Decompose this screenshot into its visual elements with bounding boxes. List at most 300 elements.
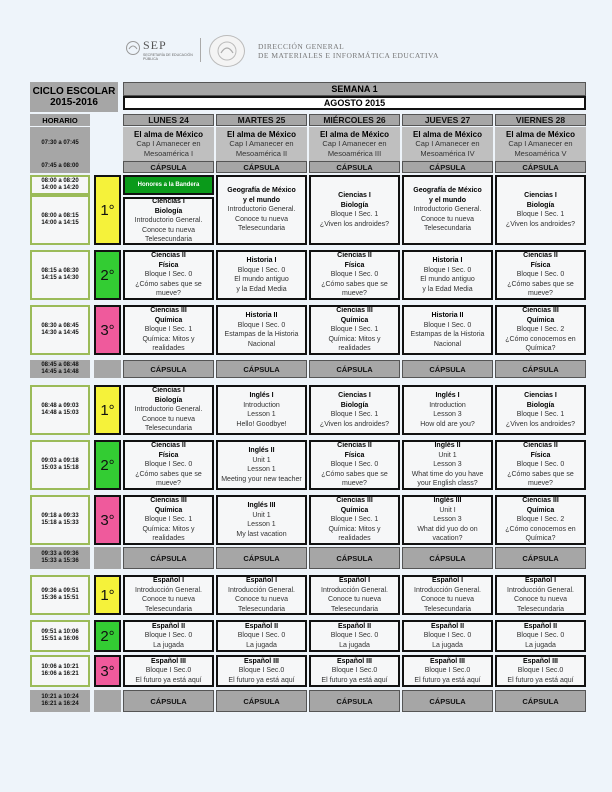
ciclo-escolar <box>30 82 118 112</box>
sep-logo-subtitle: SECRETARÍA DE EDUCACIÓN PÚBLICA <box>143 53 193 61</box>
alma-cell-4 <box>495 127 586 161</box>
class-line: La jugada <box>246 641 277 649</box>
time-0745 <box>30 161 90 173</box>
class-line: Unit 1 <box>252 511 271 519</box>
alma-title: El alma de México <box>134 129 203 139</box>
time-row-0 <box>30 195 90 245</box>
class-line: Unit I <box>439 506 456 514</box>
time-row-5-line0: 09:18 a 09:33 <box>41 512 79 519</box>
capsula-text: CÁPSULA <box>522 696 559 706</box>
class-cell[interactable] <box>495 655 586 687</box>
ciclo-line1: CICLO ESCOLAR <box>32 86 116 97</box>
class-line: ¿Viven los androides? <box>319 220 390 228</box>
class-cell[interactable] <box>495 305 586 355</box>
class-line: Conoce tu nueva <box>328 596 381 603</box>
class-cell[interactable] <box>123 620 214 652</box>
class-line: Química? <box>525 535 556 543</box>
org-line1: DIRECCIÓN GENERAL <box>258 42 345 51</box>
class-line: El mundo antiguo <box>234 276 289 283</box>
honores-cell <box>123 175 214 195</box>
class-cell[interactable] <box>402 495 493 545</box>
class-cell[interactable] <box>216 250 307 300</box>
class-line: Química: Mitos y <box>142 335 195 343</box>
class-line: y la Edad Media <box>422 285 473 293</box>
class-line: Lesson 1 <box>247 521 276 528</box>
time-break-2-line0: 10:21 a 10:24 <box>41 693 79 700</box>
class-line: Bloque I Sec. 0 <box>144 461 193 469</box>
capsula-cell <box>402 161 493 173</box>
class-cell[interactable] <box>495 620 586 652</box>
time-row-8-line0: 10:06 a 10:21 <box>41 663 79 670</box>
class-line: Historia I <box>246 257 277 264</box>
alma-line: Mesoamérica IV <box>420 148 475 158</box>
class-cell[interactable] <box>216 175 307 245</box>
class-line: Física <box>344 261 365 269</box>
time-row-8 <box>30 655 90 687</box>
capsula-cell <box>495 547 586 569</box>
class-line: ¿Cómo sabes que se <box>507 280 574 288</box>
capsula-text: CÁPSULA <box>150 696 187 706</box>
class-cell[interactable] <box>123 305 214 355</box>
capsula-text: CÁPSULA <box>522 162 559 172</box>
class-line: Telesecundaria <box>330 605 379 613</box>
class-line: Geografía de México <box>413 187 482 195</box>
horario-text: HORARIO <box>42 115 78 125</box>
class-line: Bloque I Sec. 1 <box>516 211 565 218</box>
class-line: Bloque I Sec. 1 <box>330 326 379 334</box>
class-cell[interactable] <box>495 175 586 245</box>
class-line: ¿Viven los androides? <box>319 420 390 428</box>
semana-text: SEMANA 1 <box>331 84 378 94</box>
class-cell[interactable] <box>309 385 400 435</box>
grade-label: 3° <box>100 321 115 339</box>
time-honores-line0: 08:00 a 08:20 <box>41 177 79 184</box>
class-cell[interactable] <box>495 495 586 545</box>
grade-badge-2 <box>94 620 121 652</box>
class-line: ¿Viven los androides? <box>505 420 576 428</box>
grade-badge-3 <box>94 305 121 355</box>
alma-line: Cap I Amanecer en <box>322 139 387 149</box>
class-line: Conoce tu nueva <box>142 415 195 423</box>
alma-line: Mesoamérica I <box>143 148 194 158</box>
class-line: La jugada <box>525 641 556 649</box>
class-line: Física <box>344 451 365 459</box>
class-line: Bloque I Sec. 1 <box>144 326 193 334</box>
alma-line: Mesoamérica III <box>327 148 382 158</box>
capsula-text: CÁPSULA <box>243 162 280 172</box>
class-line: Introducción General. <box>507 586 574 594</box>
horario-header <box>30 114 90 126</box>
class-cell[interactable] <box>402 175 493 245</box>
grade-label: 3° <box>100 511 115 529</box>
class-line: Bloque I Sec. 1 <box>516 411 565 418</box>
class-line: Lesson 1 <box>247 411 276 418</box>
class-cell[interactable] <box>123 250 214 300</box>
class-line: Ciencias III <box>336 497 373 505</box>
class-cell[interactable] <box>309 495 400 545</box>
time-row-2-line0: 08:30 a 08:45 <box>41 322 79 329</box>
class-line: ¿Cómo conocemos en <box>505 335 576 343</box>
time-row-5-line1: 15:18 a 15:33 <box>41 520 79 526</box>
class-line: Telesecundaria <box>144 425 193 433</box>
time-honores <box>30 175 90 195</box>
class-cell[interactable] <box>402 620 493 652</box>
alma-cell-3 <box>402 127 493 161</box>
time-row-3-line0: 08:48 a 09:03 <box>41 402 79 409</box>
class-line: Historia II <box>245 312 278 319</box>
class-line: Bloque I Sec. 0 <box>423 321 472 329</box>
time-row-4-line0: 09:03 a 09:18 <box>41 457 79 464</box>
class-line: Inglés I <box>249 392 274 399</box>
class-line: Español III <box>150 657 186 665</box>
class-line: Conoce tu nueva <box>142 226 195 234</box>
capsula-text: CÁPSULA <box>429 162 466 172</box>
class-line: y la Edad Media <box>236 285 287 293</box>
class-line: Química <box>526 506 555 514</box>
class-cell[interactable] <box>216 495 307 545</box>
class-cell[interactable] <box>495 250 586 300</box>
class-cell[interactable] <box>309 620 400 652</box>
class-cell[interactable] <box>123 197 214 245</box>
time-row-8-line1: 16:06 a 16:21 <box>41 671 79 677</box>
class-line: Química: Mitos y <box>328 525 381 533</box>
class-line: My last vacation <box>236 530 287 538</box>
class-line: Lesson 3 <box>433 461 462 469</box>
class-line: Bloque I Sec. 0 <box>237 632 286 640</box>
time-row-5 <box>30 495 90 545</box>
capsula-cell <box>123 161 214 173</box>
class-cell[interactable] <box>123 655 214 687</box>
class-line: realidades <box>152 345 185 353</box>
day-header-label: VIERNES 28 <box>515 115 566 125</box>
class-line: Ciencias II <box>523 252 558 260</box>
time-row-3-line1: 14:48 a 15:03 <box>41 410 79 416</box>
class-line: Conoce tu nueva <box>235 596 288 603</box>
class-line: vacation? <box>432 535 463 543</box>
class-line: La jugada <box>339 641 370 649</box>
class-line: Ciencias II <box>337 252 372 260</box>
class-cell[interactable] <box>309 655 400 687</box>
class-line: Física <box>530 261 551 269</box>
class-line: Ciencias III <box>150 497 187 505</box>
class-cell[interactable] <box>216 620 307 652</box>
class-line: ¿Cómo conocemos en <box>505 525 576 533</box>
grade-label: 2° <box>100 456 115 474</box>
capsula-text: CÁPSULA <box>522 553 559 563</box>
grade-label: 3° <box>100 662 115 680</box>
class-cell[interactable] <box>216 655 307 687</box>
grade-badge-1 <box>94 175 121 245</box>
capsula-text: CÁPSULA <box>522 364 559 374</box>
day-header-1 <box>216 114 307 126</box>
class-line: Meeting your new teacher <box>221 475 302 483</box>
class-line: Bloque I Sec. 1 <box>330 516 379 524</box>
time-row-0-line0: 08:00 a 08:15 <box>41 212 79 219</box>
time-row-0-line1: 14:00 a 14:15 <box>41 220 79 226</box>
class-line: Español I <box>524 577 557 584</box>
break-grade-spacer <box>94 360 121 378</box>
class-line: Conoce tu nueva <box>421 596 474 603</box>
alma-line: Mesoamérica II <box>235 148 288 158</box>
class-line: Ciencias III <box>336 307 373 315</box>
grade-label: 1° <box>100 586 115 604</box>
class-line: y el mundo <box>429 196 466 204</box>
class-line: Lesson 1 <box>247 466 276 473</box>
class-line: Lesson 3 <box>433 516 462 524</box>
class-line: Biología <box>526 401 555 409</box>
class-line: Historia II <box>431 312 464 319</box>
class-cell[interactable] <box>216 575 307 615</box>
day-header-0 <box>123 114 214 126</box>
class-cell[interactable] <box>123 385 214 435</box>
semana-label <box>123 82 586 96</box>
class-cell[interactable] <box>402 655 493 687</box>
class-cell[interactable] <box>495 575 586 615</box>
class-line: Bloque I Sec. 0 <box>516 461 565 469</box>
class-line: Español II <box>337 622 372 630</box>
capsula-cell <box>495 161 586 173</box>
class-line: Nacional <box>247 340 276 348</box>
class-line: Bloque I Sec. 0 <box>516 632 565 640</box>
capsula-cell <box>309 161 400 173</box>
alma-cell-2 <box>309 127 400 161</box>
time-row-1 <box>30 250 90 300</box>
class-cell[interactable] <box>216 385 307 435</box>
class-line: Bloque I Sec.0 <box>517 667 564 675</box>
class-line: mueve? <box>342 290 367 298</box>
time-0745-line0: 07:45 a 08:00 <box>41 163 79 170</box>
mes-text: AGOSTO 2015 <box>323 98 386 108</box>
org-name <box>258 42 439 60</box>
class-cell[interactable] <box>309 440 400 490</box>
class-line: Ciencias I <box>152 387 185 395</box>
day-header-4 <box>495 114 586 126</box>
time-row-3 <box>30 385 90 435</box>
time-break-0 <box>30 360 90 378</box>
day-header-label: MIÉRCOLES 26 <box>323 115 386 125</box>
header-divider <box>200 38 201 62</box>
class-line: Química <box>154 506 183 514</box>
class-line: Español III <box>429 657 465 665</box>
class-line: Ciencias III <box>522 497 559 505</box>
class-line: Química <box>526 316 555 324</box>
capsula-cell <box>123 690 214 712</box>
class-line: Unit 1 <box>438 451 457 459</box>
time-row-4 <box>30 440 90 490</box>
class-cell[interactable] <box>402 440 493 490</box>
class-line: Historia I <box>432 257 463 264</box>
class-line: realidades <box>338 535 371 543</box>
class-line: Español I <box>245 577 278 584</box>
time-row-6-line0: 09:36 a 09:51 <box>41 587 79 594</box>
class-line: Biología <box>526 201 555 209</box>
class-line: Biología <box>154 207 183 215</box>
class-line: mueve? <box>156 480 181 488</box>
grade-badge-1 <box>94 575 121 615</box>
class-line: Bloque I Sec. 0 <box>330 632 379 640</box>
grade-label: 2° <box>100 266 115 284</box>
alma-title: El alma de México <box>320 129 389 139</box>
grade-label: 2° <box>100 627 115 645</box>
class-line: Lesson 3 <box>433 411 462 418</box>
class-cell[interactable] <box>309 575 400 615</box>
class-cell[interactable] <box>123 495 214 545</box>
day-header-3 <box>402 114 493 126</box>
class-line: Química <box>154 316 183 324</box>
class-line: Inglés III <box>247 502 276 509</box>
class-line: Introductorio General. <box>134 217 203 225</box>
capsula-cell <box>216 161 307 173</box>
class-line: El futuro ya está aquí <box>507 676 574 684</box>
capsula-cell <box>309 547 400 569</box>
time-row-1-line1: 14:15 a 14:30 <box>41 275 79 281</box>
grade-badge-3 <box>94 495 121 545</box>
day-header-label: JUEVES 27 <box>424 115 471 125</box>
class-cell[interactable] <box>309 175 400 245</box>
class-line: Español I <box>431 577 464 584</box>
class-line: Bloque I Sec. 0 <box>423 632 472 640</box>
class-line: Telesecundaria <box>423 225 472 233</box>
grade-badge-2 <box>94 250 121 300</box>
class-line: Ciencias II <box>151 252 186 260</box>
sep-eagle-icon <box>125 40 141 56</box>
class-line: Estampas de la Historia <box>410 331 485 338</box>
class-line: Introducción General. <box>414 586 481 594</box>
class-line: Estampas de la Historia <box>224 331 299 338</box>
time-break-0-line0: 08:45 a 08:48 <box>41 361 79 368</box>
class-cell[interactable] <box>402 385 493 435</box>
class-cell[interactable] <box>402 250 493 300</box>
sep-logo-text: SEP <box>143 38 167 52</box>
class-line: Conoce tu nueva <box>514 596 567 603</box>
time-row-4-line1: 15:03 a 15:18 <box>41 465 79 471</box>
class-line: Bloque I Sec. 0 <box>516 271 565 279</box>
grade-badge-2 <box>94 440 121 490</box>
class-line: Inglés II <box>248 447 275 454</box>
time-row-1-line0: 08:15 a 08:30 <box>41 267 79 274</box>
class-line: Bloque I Sec.0 <box>424 667 471 675</box>
class-line: Bloque I Sec. 1 <box>330 211 379 218</box>
class-cell[interactable] <box>309 305 400 355</box>
class-line: Nacional <box>433 340 462 348</box>
class-cell[interactable] <box>495 385 586 435</box>
class-cell[interactable] <box>216 440 307 490</box>
class-line: Introductorio General. <box>134 406 203 414</box>
capsula-cell <box>309 690 400 712</box>
class-cell[interactable] <box>402 575 493 615</box>
class-line: mueve? <box>342 480 367 488</box>
class-line: Telesecundaria <box>516 605 565 613</box>
class-line: ¿Cómo sabes que se <box>321 280 388 288</box>
alma-title: El alma de México <box>506 129 575 139</box>
class-line: Introducción General. <box>228 586 295 594</box>
capsula-text: CÁPSULA <box>336 696 373 706</box>
class-line: Ciencias I <box>524 192 557 199</box>
class-line: Español III <box>336 657 372 665</box>
class-line: ¿Viven los androides? <box>505 220 576 228</box>
capsula-cell <box>309 360 400 378</box>
class-cell[interactable] <box>123 440 214 490</box>
capsula-text: CÁPSULA <box>336 553 373 563</box>
class-line: Español III <box>522 657 558 665</box>
class-line: La jugada <box>432 641 463 649</box>
class-line: Introduction <box>429 401 466 409</box>
class-line: Inglés III <box>433 497 462 505</box>
class-line: Bloque I Sec. 1 <box>330 411 379 418</box>
class-line: Español III <box>243 657 279 665</box>
class-line: Física <box>158 261 179 269</box>
time-row-7-line0: 09:51 a 10:06 <box>41 628 79 635</box>
alma-title: El alma de México <box>227 129 296 139</box>
capsula-cell <box>495 690 586 712</box>
class-line: El futuro ya está aquí <box>321 676 388 684</box>
alma-cell-0 <box>123 127 214 161</box>
class-line: ¿Cómo sabes que se <box>135 280 202 288</box>
class-line: Hello! Goodbye! <box>236 420 287 428</box>
capsula-cell <box>402 360 493 378</box>
class-line: Telesecundaria <box>237 225 286 233</box>
class-cell[interactable] <box>309 250 400 300</box>
class-line: ¿Cómo sabes que se <box>507 470 574 478</box>
class-cell[interactable] <box>402 305 493 355</box>
alma-line: Cap I Amanecer en <box>415 139 480 149</box>
alma-title: El alma de México <box>413 129 482 139</box>
time-0730 <box>30 127 90 161</box>
grade-label: 1° <box>100 401 115 419</box>
class-line: Unit 1 <box>252 456 271 464</box>
class-line: realidades <box>338 345 371 353</box>
alma-line: Mesoamérica V <box>514 148 567 158</box>
class-line: Ciencias I <box>152 198 185 206</box>
time-break-1 <box>30 547 90 569</box>
time-row-6-line1: 15:36 a 15:51 <box>41 595 79 601</box>
time-break-1-line0: 09:33 a 09:36 <box>41 550 79 557</box>
class-line: Química: Mitos y <box>142 525 195 533</box>
class-cell[interactable] <box>495 440 586 490</box>
class-line: Telesecundaria <box>423 605 472 613</box>
class-line: Español II <box>151 622 186 630</box>
time-0730-line0: 07:30 a 07:45 <box>41 140 79 147</box>
class-line: Telesecundaria <box>144 236 193 244</box>
ciclo-line2: 2015-2016 <box>50 97 98 108</box>
class-line: El futuro ya está aquí <box>228 676 295 684</box>
class-line: Ciencias II <box>337 442 372 450</box>
class-line: Física <box>530 451 551 459</box>
class-line: Inglés II <box>434 442 461 450</box>
class-line: Introductorio General. <box>413 206 482 214</box>
class-cell[interactable] <box>123 575 214 615</box>
time-row-2 <box>30 305 90 355</box>
capsula-cell <box>402 547 493 569</box>
class-line: Química: Mitos y <box>328 335 381 343</box>
break-grade-spacer <box>94 690 121 712</box>
class-line: Bloque I Sec. 0 <box>423 266 472 274</box>
class-cell[interactable] <box>216 305 307 355</box>
class-line: Química <box>340 506 369 514</box>
break-grade-spacer <box>94 547 121 569</box>
class-line: Telesecundaria <box>237 605 286 613</box>
capsula-text: CÁPSULA <box>243 364 280 374</box>
class-line: What did yuo do on <box>417 525 478 533</box>
day-header-2 <box>309 114 400 126</box>
capsula-cell <box>495 360 586 378</box>
alma-line: Cap I Amanecer en <box>136 139 201 149</box>
class-line: Biología <box>154 396 183 404</box>
class-line: La jugada <box>153 641 184 649</box>
time-row-6 <box>30 575 90 615</box>
alma-line: Cap I Amanecer en <box>229 139 294 149</box>
time-row-7-line1: 15:51 a 16:06 <box>41 636 79 642</box>
